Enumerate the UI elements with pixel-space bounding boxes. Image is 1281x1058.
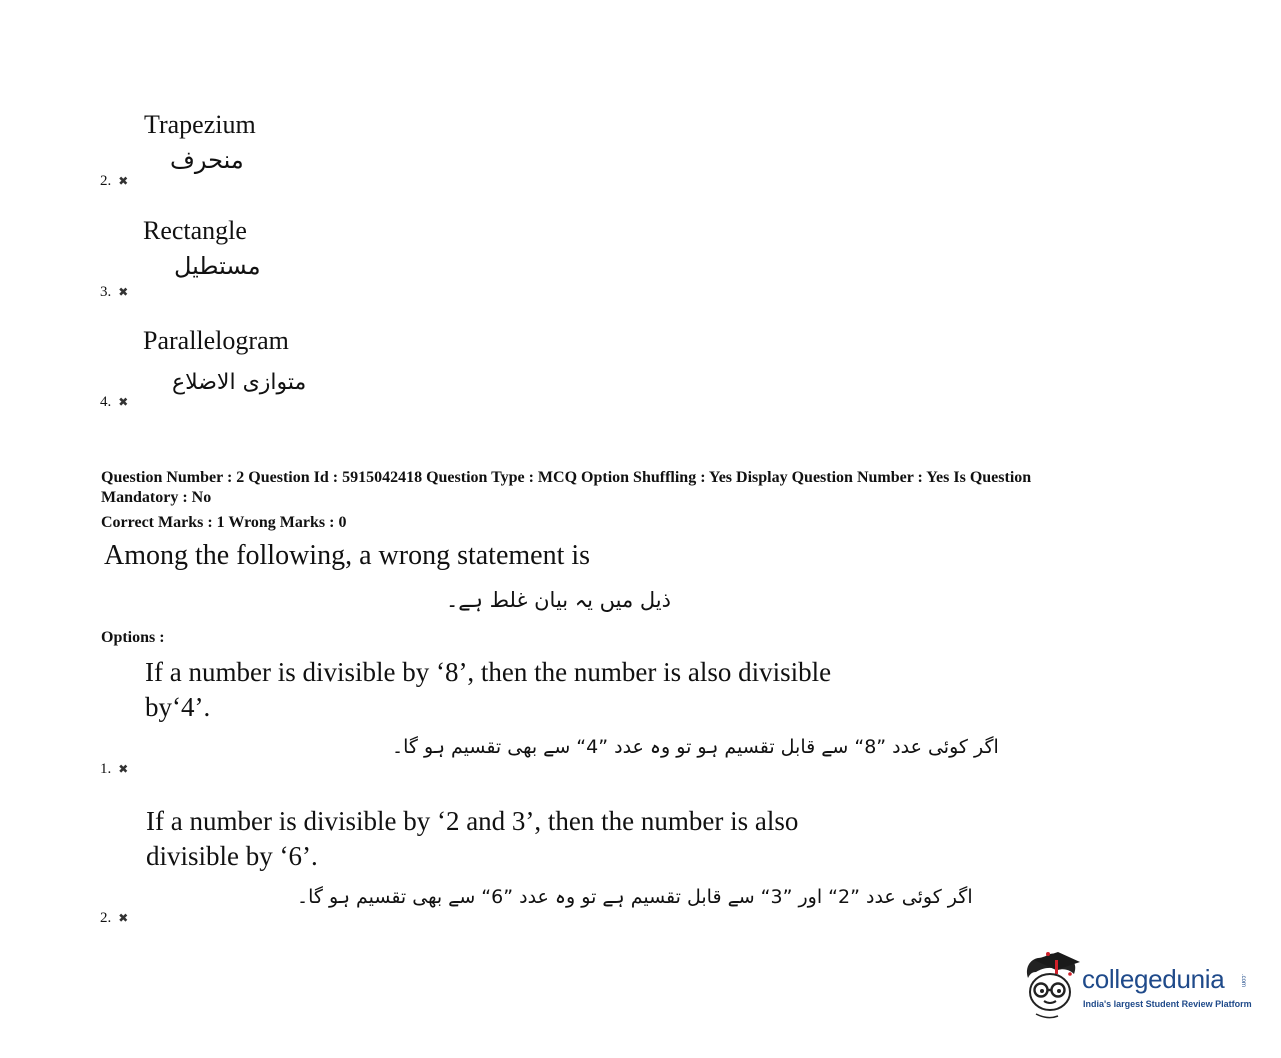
option-2-number: 2. [100,173,112,189]
option-1-urdu: اگر کوئی عدد ”8“ سے قابل تقسیم ہو تو وہ عدد ”4“ سے بھی تقسیم ہو گا۔ [392,736,999,758]
cross-mark-icon: ✖ [118,395,129,409]
option-1-line-1: If a number is divisible by ‘8’, then the number is also divisible [145,657,832,687]
collegedunia-logo [1018,948,1258,1028]
question-meta-line-1: Question Number : 2 Question Id : 5915042418 Question Type : MCQ Option Shuffling : Yes Display Question Number : Yes Is Question [101,469,1032,486]
question-meta-line-2: Mandatory : No [101,489,212,506]
option-4-number: 4. [100,394,112,410]
cross-mark-icon: ✖ [118,174,129,188]
cross-mark-icon: ✖ [118,285,129,299]
logo-suffix: .com [1240,974,1246,988]
option-3-number: 3. [100,284,112,300]
option-1-line-2: by‘4’. [145,692,211,722]
option-3-english: Rectangle [143,216,247,245]
option-2b-number: 2. [100,910,112,926]
option-2b-line-2: divisible by ‘6’. [146,841,318,871]
logo-wordmark: collegedunia [1082,964,1225,994]
option-4-number-row [100,393,128,411]
option-2-english: Trapezium [144,110,256,139]
cross-mark-icon: ✖ [118,762,129,776]
student-mascot-icon [1018,948,1082,1020]
option-2b-line-1: If a number is divisible by ‘2 and 3’, then the number is also [146,806,799,836]
cross-mark-icon: ✖ [118,911,129,925]
option-2b-number-row [100,909,128,927]
option-1-number-row [100,760,128,778]
question-text-english: Among the following, a wrong statement is [104,540,591,571]
option-2-urdu: منحرف [170,146,244,174]
options-label: Options : [101,629,165,646]
option-3-number-row [100,283,128,301]
logo-tagline: India's largest Student Review Platform [1083,999,1252,1009]
option-4-urdu: متوازی الاضلاع [172,370,307,395]
option-2b-urdu: اگر کوئی عدد ”2“ اور ”3“ سے قابل تقسیم ہے تو وہ عدد ”6“ سے بھی تقسیم ہو گا۔ [297,886,973,908]
question-text-urdu: ذیل میں یہ بیان غلط ہے۔ [446,588,671,612]
option-4-english: Parallelogram [143,326,289,355]
option-3-urdu: مستطیل [174,252,261,280]
option-1-number: 1. [100,761,112,777]
option-2-number-row [100,172,128,190]
question-marks: Correct Marks : 1 Wrong Marks : 0 [101,514,347,531]
